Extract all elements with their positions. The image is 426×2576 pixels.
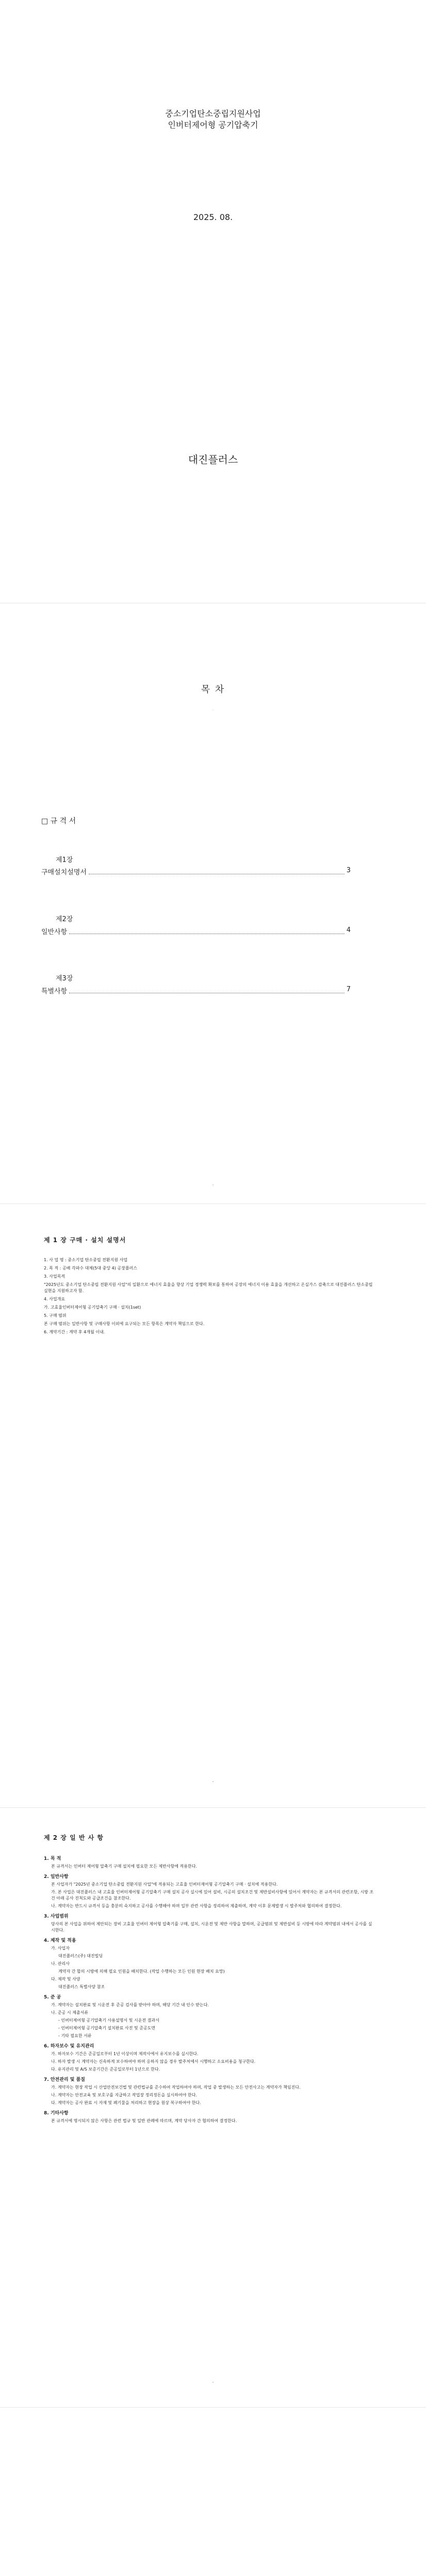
toc-entry-chapter2[interactable] (41, 926, 351, 936)
chapter1-item: "2025년도 중소기업 탄소중립 전환지원 사업"의 일환으로 에너지 효율을 향상 기업 경쟁력 확보를 통하여 공장의 에너지 이용 효율을 개선하고 온실가스 감축으로 대진플러스 탄소중립 실현을 지원하고자 함. (44, 1282, 373, 1293)
chapter1-item: 3. 사업목적 (44, 1274, 65, 1279)
page-number: 2 (212, 1781, 214, 1783)
chapter1-body (44, 1257, 374, 1337)
chapter1-item: 가. 고효율인버터제어형 공기압축기 구매 · 설치(1set) (44, 1305, 141, 1310)
chapter2-heading: 8. 기타사항 (44, 2111, 69, 2116)
toc-entry-title: 일반사항 (41, 928, 68, 936)
chapter2-paragraph: 가. 하자보수 기간은 준공일로부터 1년 이상이며 제작사에서 유지보수를 실시한다. (51, 2052, 199, 2056)
toc-entry-chapter3[interactable] (41, 986, 351, 995)
chapter1-item: 4. 사업개요 (44, 1297, 65, 1301)
chapter2-paragraph: 가. 계약자는 현장 작업 시 산업안전보건법 및 관련법규를 준수하여 작업하여야 하며, 작업 중 발생하는 모든 안전사고는 계약자가 책임진다. (51, 2085, 301, 2090)
toc-entry-page: 7 (346, 986, 351, 993)
chapter2-subitem: - 인버터제어형 공기압축기 설치완료 사진 및 준공도면 (58, 2026, 156, 2030)
chapter2-paragraph: 본 규격서는 인버터 제어형 압축기 구매 설치에 필요한 모든 제반사항에 적용한다. (51, 1864, 197, 1869)
toc-chapter3-label: 제3장 (56, 975, 73, 982)
chapter1-title: 제 1 장 구매 · 설치 설명서 (44, 1236, 126, 1244)
toc-page-number: i (212, 709, 214, 711)
toc-entry-title: 구매설치설명서 (41, 869, 87, 876)
cover-company: 대진플러스 (188, 453, 238, 466)
toc-entry-page: 4 (346, 926, 351, 934)
chapter2-paragraph: 다. 제작 및 사양 (51, 1977, 80, 1981)
chapter2-paragraph: 가. 계약자는 설치완료 및 시운전 후 준공 검사를 받아야 하며, 해당 기간 내 인수 받는다. (51, 2003, 209, 2007)
chapter2-paragraph: 가. 본 사업은 대진플러스 내 고효율 인버터제어형 공기압축기 구매 설치 공사 실시에 있어 설비, 시공의 설치조건 및 제반설비사항에 있어서 계약자는 본 규격서의 관련조항, 시방 조건 아래 공사 진척도와 공급조건을 참조한다. (51, 1890, 374, 1901)
toc-entry-page: 3 (346, 867, 351, 874)
chapter2-paragraph: 나. 하자 발생 시 계약자는 신속하게 보수하여야 하며 응하지 않을 경우 발주처에서 시행하고 소요비용을 청구한다. (51, 2059, 256, 2064)
toc-entry-title: 특별사항 (41, 988, 68, 995)
cover-title-line2: 인버터제어형 공기압축기 (168, 120, 258, 130)
toc-heading: □ 규 격 서 (41, 817, 76, 825)
chapter2-paragraph: 다. 계약자는 공사 완료 시 자재 및 폐기물을 처리하고 현장을 원상 복구하여야 한다. (51, 2100, 201, 2105)
cover-title-line1: 중소기업탄소중립지원사업 (165, 109, 261, 118)
chapter2-heading: 6. 하자보수 및 유지관리 (44, 2044, 94, 2049)
cover-date: 2025. 08. (193, 212, 233, 222)
chapter2-heading: 7. 안전관리 및 품질 (44, 2077, 85, 2082)
chapter2-heading: 4. 제작 및 적용 (44, 1938, 76, 1943)
chapter2-paragraph: 가. 사업자 (51, 1946, 70, 1951)
chapter2-paragraph: 다. 유지관리 및 A/S 보증기간은 준공일로부터 1년으로 한다. (51, 2067, 160, 2072)
page-separator (0, 2407, 426, 2408)
chapter2-paragraph: 본 규격서에 명시되지 않은 사항은 관련 법규 및 일반 관례에 따르며, 계약 당사자 간 협의하여 결정한다. (51, 2119, 237, 2123)
toc-leader-dots (69, 986, 344, 993)
chapter1-item: 1. 사 업 명 : 중소기업 탄소중립 전환지원 사업 (44, 1258, 128, 1262)
chapter2-paragraph: 당사의 본 사업을 위하여 제안되는 장비 고효율 인버터 제어형 압축기를 구매, 설치, 시운전 및 제반 사항을 말하며, 공급범위 및 제반설비 등 시방에 따라 계약범위 내에서 공사를 실시한다. (51, 1922, 372, 1933)
chapter1-item: 6. 계약기간 : 계약 후 4개월 이내. (44, 1330, 105, 1334)
toc-chapter2-label: 제2장 (56, 916, 73, 923)
chapter2-heading: 2. 일반사항 (44, 1874, 69, 1879)
chapter1-item: 5. 구매 범위 (44, 1313, 67, 1318)
toc-title: 목 차 (201, 684, 225, 695)
chapter2-paragraph: 나. 계약자는 안전교육 및 보호구를 지급하고 작업장 정리정돈을 실시하여야 한다. (51, 2093, 197, 2097)
chapter2-body (44, 1852, 374, 2126)
chapter2-paragraph: 본 사업자가 "2025년 중소기업 탄소중립 전환지원 사업"에 적용되는 고효율 인버터제어형 공기압축기 구매 · 설치에 적용한다. (51, 1882, 278, 1887)
chapter2-title: 제 2 장 일 반 사 항 (44, 1834, 104, 1841)
chapter2-heading: 1. 목 적 (44, 1856, 61, 1861)
chapter2-paragraph: 나. 준공 시 제출서류 (51, 2010, 88, 2015)
page-number: 1 (212, 1184, 214, 1186)
chapter2-subitem: 계약자 간 합의 시방에 의해 필요 인원을 배치한다. (작업 수행하는 모든 인원 현장 배치 요망) (58, 1969, 225, 1974)
chapter2-paragraph: 나. 관리사 (51, 1961, 70, 1966)
page-separator (0, 1807, 426, 1808)
chapter2-subitem: - 기타 필요한 서류 (58, 2033, 92, 2038)
page-number: 3 (212, 2381, 214, 2383)
toc-leader-dots (89, 867, 345, 874)
chapter2-heading: 5. 준 공 (44, 1995, 61, 2000)
chapter2-subitem: 대진플러스 특별사양 참조 (58, 1985, 105, 1989)
chapter2-paragraph: 나. 계약자는 반드시 규격서 등을 충분히 숙지하고 공사를 수행해야 하며 일부 관련 사항을 정리하여 제출하며, 계약 이후 문제발생 시 발주처와 협의하여 결정한다. (51, 1904, 342, 1908)
chapter2-heading: 3. 사업범위 (44, 1914, 69, 1919)
chapter1-item: 본 구매 범위는 일반사항 및 구매사항 이외에 요구되는 모든 항목은 계약자 책임으로 한다. (44, 1321, 205, 1326)
chapter2-subitem: - 인버터제어형 공기압축기 사용설명서 및 시운전 결과서 (58, 2018, 159, 2023)
toc-chapter1-label: 제1장 (56, 856, 73, 864)
chapter1-item: 2. 목 적 : 공배 각파수 대체(5대 중앙 4) 공장플러스 (44, 1266, 138, 1270)
chapter2-subitem: 대진플러스(주) 대진빌딩 (58, 1954, 103, 1958)
toc-leader-dots (69, 926, 344, 934)
toc-entry-chapter1[interactable] (41, 867, 351, 876)
